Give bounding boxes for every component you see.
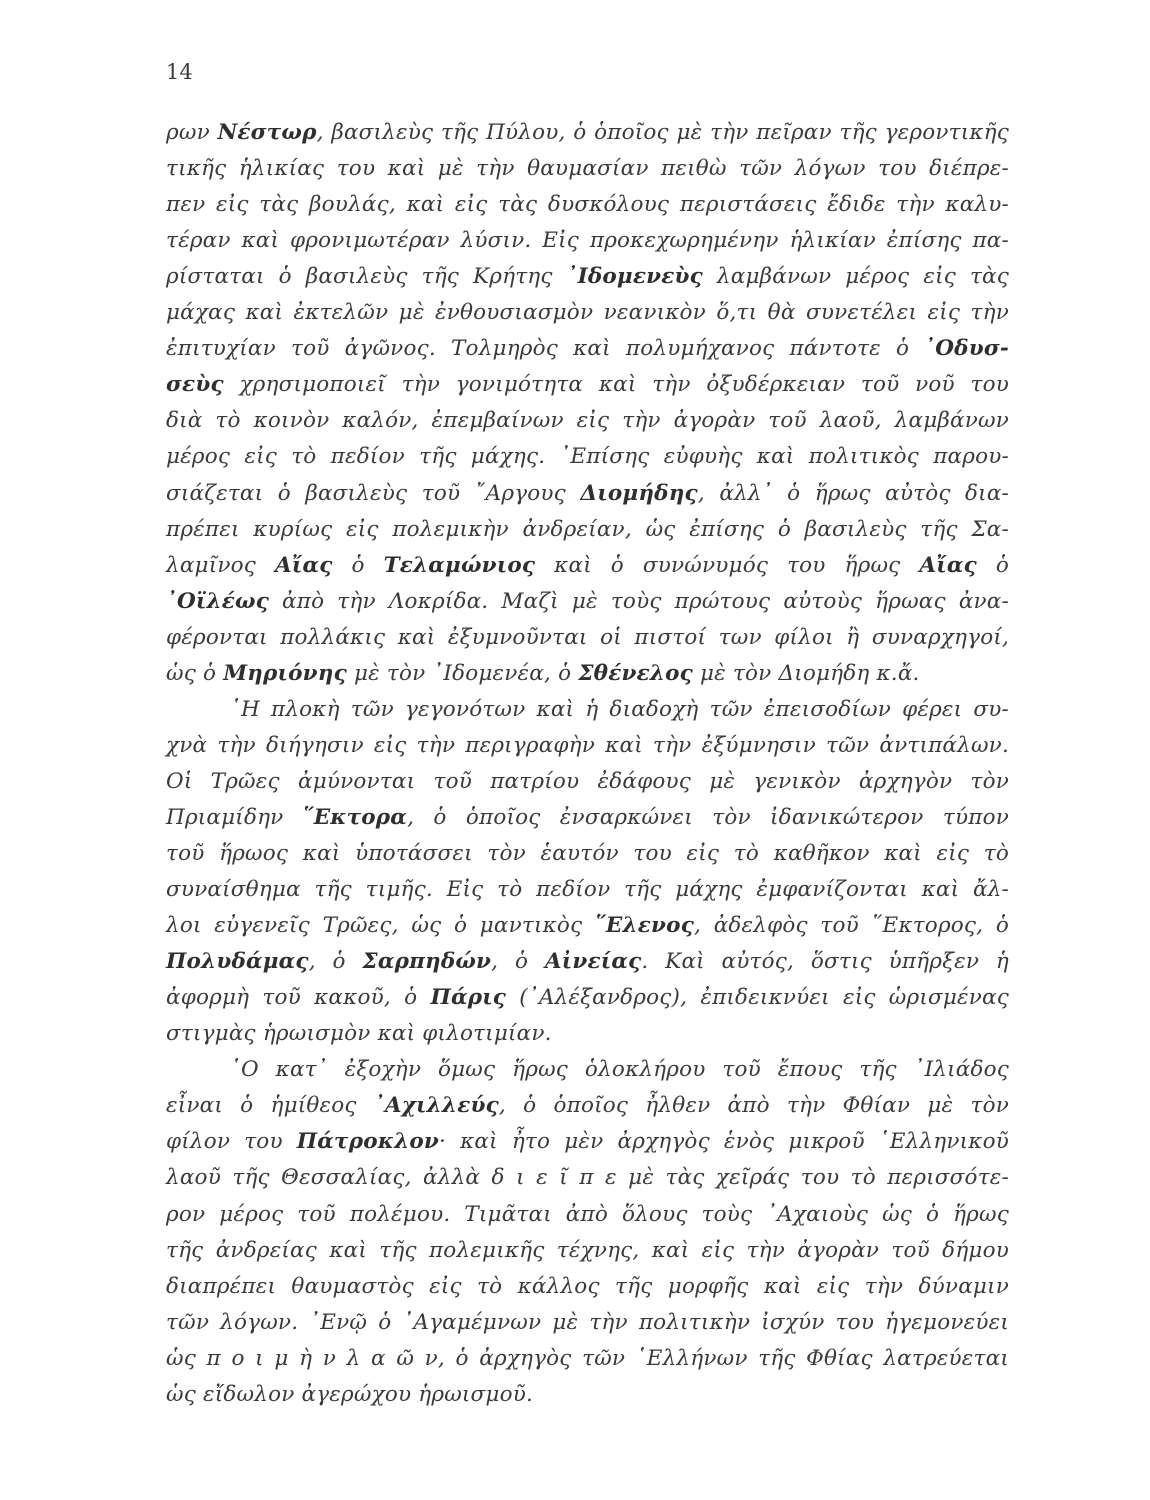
text-line: ἐπιτυχίαν τοῦ ἀγῶνος. Τολμηρὸς καὶ πολυμήχανος πάντοτε ὁ ᾿Οδυσ- <box>166 336 1009 362</box>
page-number: 14 <box>166 60 193 84</box>
text-line: λαοῦ τῆς Θεσσαλίας, ἀλλὰ δ ι ε ῖ π ε μὲ τὰς χεῖράς του τὸ περισσότε- <box>166 1165 1009 1191</box>
text-line: πρέπει κυρίως εἰς πολεμικὴν ἀνδρείαν, ὡς ἐπίσης ὁ βασιλεὺς τῆς Σα- <box>166 516 1009 542</box>
text-line: ᾿Οϊλέως ἀπὸ τὴν Λοκρίδα. Μαζὶ μὲ τοὺς πρώτους αὐτοὺς ἥρωας ἀνα- <box>166 588 1009 614</box>
text-line: Οἱ Τρῶες ἀμύνονται τοῦ πατρίου ἐδάφους μὲ γενικὸν ἀρχηγὸν τὸν <box>166 768 1009 794</box>
text-line: τῶν λόγων. ᾿Ενῷ ὁ ᾿Αγαμέμνων μὲ τὴν πολιτικὴν ἰσχύν του ἡγεμονεύει <box>166 1309 1009 1335</box>
text-line: φέρονται πολλάκις καὶ ἐξυμνοῦνται οἱ πιστοί των φίλοι ἢ συναρχηγοί, <box>166 624 1009 650</box>
text-line: τικῆς ἡλικίας του καὶ μὲ τὴν θαυμασίαν πειθὼ τῶν λόγων του διέπρε- <box>166 156 1009 182</box>
text-line: λοι εὐγενεῖς Τρῶες, ὡς ὁ μαντικὸς ῞Ελενος, ἀδελφὸς τοῦ ῞Εκτορος, ὁ <box>166 913 1009 939</box>
text-line: Πολυδάμας, ὁ Σαρπηδών, ὁ Αἰνείας. Καὶ αὐτός, ὅστις ὑπῆρξεν ἡ <box>166 949 1009 975</box>
text-line: ρων Νέστωρ, βασιλεὺς τῆς Πύλου, ὁ ὁποῖος μὲ τὴν πεῖραν τῆς γεροντικῆς <box>166 120 1009 145</box>
text-line: ῾Η πλοκὴ τῶν γεγονότων καὶ ἡ διαδοχὴ τῶν ἐπεισοδίων φέρει συ- <box>230 696 1009 722</box>
text-line: πεν εἰς τὰς βουλάς, καὶ εἰς τὰς δυσκόλους περιστάσεις ἔδιδε τὴν καλυ- <box>166 192 1009 218</box>
text-line: συναίσθημα τῆς τιμῆς. Εἰς τὸ πεδίον τῆς μάχης ἐμφανίζονται καὶ ἄλ- <box>166 877 1009 903</box>
text-line: ὡς π ο ι μ ὴ ν λ α ῶ ν, ὁ ἀρχηγὸς τῶν ῾Ελλήνων τῆς Φθίας λατρεύεται <box>166 1345 1009 1371</box>
text-line: τοῦ ἥρωος καὶ ὑποτάσσει τὸν ἑαυτόν του εἰς τὸ καθῆκον καὶ εἰς τὸ <box>166 841 1009 866</box>
text-line: ῾Ο κατ᾿ ἐξοχὴν ὅμως ἥρως ὁλοκλήρου τοῦ ἔπους τῆς ᾿Ιλιάδος <box>230 1057 1009 1083</box>
text-line: χνὰ τὴν διήγησιν εἰς τὴν περιγραφὴν καὶ τὴν ἐξύμνησιν τῶν ἀντιπάλων. <box>166 732 1009 758</box>
text-line: σεὺς χρησιμοποιεῖ τὴν γονιμότητα καὶ τὴν ὀξυδέρκειαν τοῦ νοῦ του <box>166 372 1009 398</box>
text-line: λαμῖνος Αἴας ὁ Τελαμώνιος καὶ ὁ συνώνυμός του ἥρως Αἴας ὁ <box>166 552 1010 578</box>
text-line: τῆς ἀνδρείας καὶ τῆς πολεμικῆς τέχνης, καὶ εἰς τὴν ἀγορὰν τοῦ δήμου <box>166 1237 1009 1263</box>
text-line: ρίσταται ὁ βασιλεὺς τῆς Κρήτης ᾿Ιδομενεὺς λαμβάνων μέρος εἰς τὰς <box>166 264 1009 290</box>
text-line: τέραν καὶ φρονιμωτέραν λύσιν. Εἰς προκεχωρημένην ἡλικίαν ἐπίσης πα- <box>166 228 1009 254</box>
text-line: φίλον του Πάτροκλον· καὶ ἦτο μὲν ἀρχηγὸς ἑνὸς μικροῦ ῾Ελληνικοῦ <box>166 1129 1009 1155</box>
text-line: διὰ τὸ κοινὸν καλόν, ἐπεμβαίνων εἰς τὴν ἀγορὰν τοῦ λαοῦ, λαμβάνων <box>166 408 1009 434</box>
text-line: ρον μέρος τοῦ πολέμου. Τιμᾶται ἀπὸ ὅλους τοὺς ᾿Αχαιοὺς ὡς ὁ ἥρως <box>166 1201 1009 1227</box>
text-line: διαπρέπει θαυμαστὸς εἰς τὸ κάλλος τῆς μορφῆς καὶ εἰς τὴν δύναμιν <box>166 1273 1009 1299</box>
text-line: μάχας καὶ ἐκτελῶν μὲ ἐνθουσιασμὸν νεανικὸν ὅ,τι θὰ συνετέλει εἰς τὴν <box>166 300 1009 326</box>
text-line: εἶναι ὁ ἡμίθεος ᾿Αχιλλεύς, ὁ ὁποῖος ἦλθεν ἀπὸ τὴν Φθίαν μὲ τὸν <box>166 1093 1009 1119</box>
text-line: στιγμὰς ἡρωισμὸν καὶ φιλοτιμίαν. <box>166 1021 552 1047</box>
text-line: σιάζεται ὁ βασιλεὺς τοῦ ῎Αργους Διομήδης, ἀλλ᾿ ὁ ἥρως αὐτὸς δια- <box>166 480 1009 506</box>
text-line: μέρος εἰς τὸ πεδίον τῆς μάχης. ᾿Επίσης εὐφυὴς καὶ πολιτικὸς παρου- <box>166 444 1009 470</box>
text-line: ὡς εἴδωλον ἀγερώχου ἡρωισμοῦ. <box>166 1381 534 1407</box>
text-line: ἀφορμὴ τοῦ κακοῦ, ὁ Πάρις (᾿Αλέξανδρος), ἐπιδεικνύει εἰς ὡρισμένας <box>166 985 1009 1011</box>
text-line: Πριαμίδην ῞Εκτορα, ὁ ὁποῖος ἐνσαρκώνει τὸν ἰδανικώτερον τύπον <box>166 804 1009 830</box>
text-line: ὡς ὁ Μηριόνης μὲ τὸν ᾿Ιδομενέα, ὁ Σθένελος μὲ τὸν Διομήδη κ.ἄ. <box>166 660 920 686</box>
